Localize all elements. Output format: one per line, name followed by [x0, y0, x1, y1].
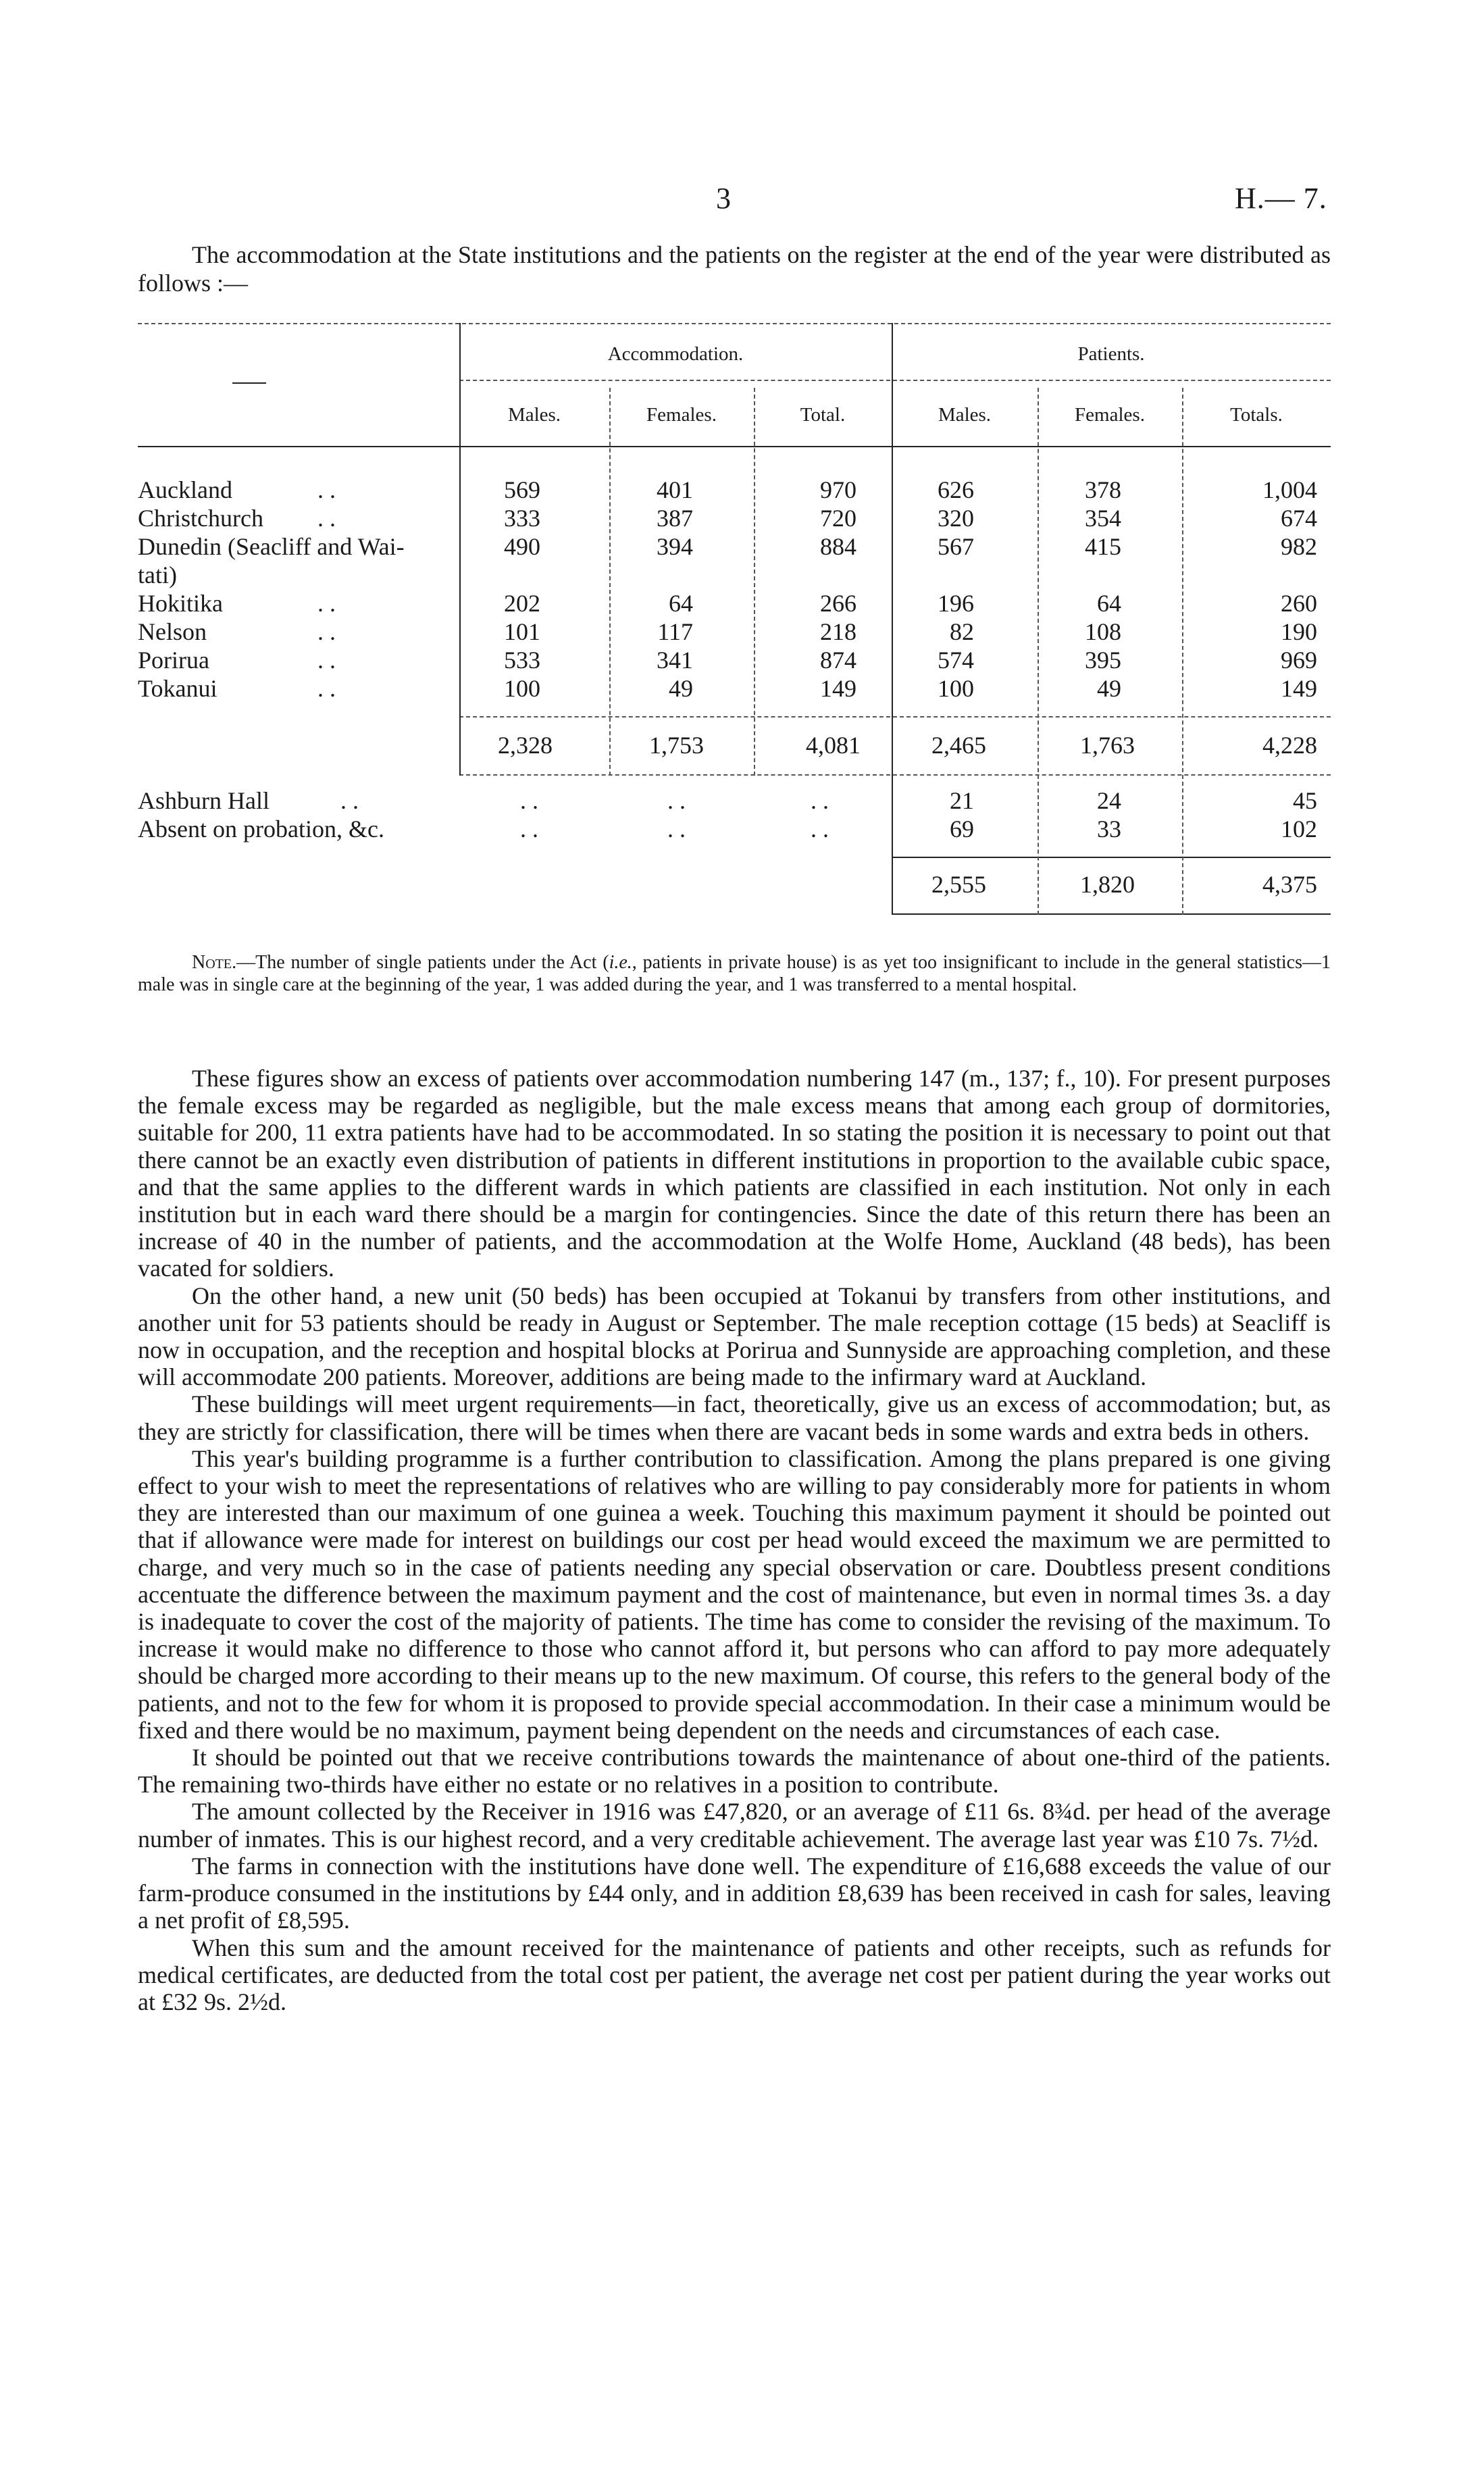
row-name-nelson: Nelson	[138, 618, 207, 645]
paragraph: These figures show an excess of patients over accommodation numbering 147 (m., 137; f., 10). For present purposes the female excess may be regarded as negligible, but the male excess means that among each group of dormitories, suitable for 200, 11 extra patients have had to be accommodated. In so stating the position it is necessary to point out that there cannot be an exactly even distribution of patients in different institutions in proportion to the available cubic space, and that the same applies to the different wards in which patients are classified in each institution. Not only in each institution but in each ward there should be a margin for contingencies. Since the date of this return there has been an increase of 40 in the number of patients, and the accommodation at the Wolfe Home, Auckland (48 beds), has been vacated for soldiers.	[138, 1065, 1331, 1282]
table-cell: 21	[950, 787, 974, 814]
table-cell: 387	[657, 505, 693, 532]
table-cell: 24	[1097, 787, 1121, 814]
col-divider-2	[754, 388, 755, 776]
table-cell: 394	[657, 533, 693, 560]
grand-total-cell: 4,375	[1262, 871, 1317, 898]
grand-total-top-rule	[892, 857, 1331, 858]
row-name-dunedin: Dunedin (Seacliff and Wai-	[138, 533, 405, 560]
table-cell: 149	[1281, 675, 1317, 702]
col-header-pat-females: Females.	[1075, 404, 1145, 426]
leader-dots: . .	[317, 505, 336, 532]
table-cell: 720	[820, 505, 856, 532]
note-text: —The number of single patients under the Act (	[236, 952, 609, 973]
empty-cell-dots: . .	[667, 787, 686, 814]
table-cell: 82	[950, 618, 974, 645]
table-cell: 100	[938, 675, 974, 702]
patients-group-header: Patients.	[1077, 343, 1145, 365]
table-cell: 101	[504, 618, 540, 645]
stub-dash	[232, 382, 266, 384]
accommodation-group-header: Accommodation.	[607, 343, 744, 365]
table-cell: 202	[504, 590, 540, 617]
table-cell: 341	[657, 647, 693, 674]
row-name-porirua: Porirua	[138, 647, 209, 674]
row-name-absent-on-probation: Absent on probation, &c.	[138, 815, 384, 842]
table-cell: 69	[950, 815, 974, 842]
empty-cell-dots: . .	[811, 787, 829, 814]
empty-cell-dots: . .	[520, 815, 538, 842]
leader-dots: . .	[317, 647, 336, 674]
leader-dots: . .	[340, 787, 359, 814]
col-divider-1	[609, 388, 611, 776]
col-header-acc-total: Total.	[800, 404, 846, 426]
table-cell: 969	[1281, 647, 1317, 674]
paragraph: These buildings will meet urgent requirements—in fact, theoretically, give us an excess of accommodation; but, as they are strictly for classification, there will be times when there are vacant beds in some wards and extra beds in others.	[138, 1390, 1331, 1445]
table-cell: 102	[1281, 815, 1317, 842]
paragraph: It should be pointed out that we receive contributions towards the maintenance of about one-third of the patients. The remaining two-thirds have either no estate or no relatives in a position to contribute.	[138, 1744, 1331, 1798]
accommodation-table	[138, 323, 1331, 931]
subtotal-cell: 2,328	[498, 732, 553, 759]
table-cell: 45	[1293, 787, 1317, 814]
table-cell: 378	[1085, 476, 1121, 503]
col-header-pat-males: Males.	[938, 404, 992, 426]
table-cell: 196	[938, 590, 974, 617]
table-cell: 574	[938, 647, 974, 674]
table-cell: 218	[820, 618, 856, 645]
table-cell: 626	[938, 476, 974, 503]
table-cell: 49	[669, 675, 693, 702]
intro-paragraph: The accommodation at the State institutions and the patients on the register at the end of the year were distributed as follows :—	[138, 241, 1331, 297]
table-cell: 108	[1085, 618, 1121, 645]
grand-total-cell: 2,555	[931, 871, 986, 898]
subtotal-top-rule	[459, 716, 1331, 718]
row-name-tokanui: Tokanui	[138, 675, 218, 702]
table-cell: 49	[1097, 675, 1121, 702]
table-cell: 320	[938, 505, 974, 532]
subtotal-cell: 4,081	[806, 732, 861, 759]
paragraph: When this sum and the amount received for the maintenance of patients and other receipts, such as refunds for medical certificates, are deducted from the total cost per patient, the average net cost per patient during the year works out at £32 9s. 2½d.	[138, 1934, 1331, 2015]
table-cell: 982	[1281, 533, 1317, 560]
table-cell: 569	[504, 476, 540, 503]
table-cell: 395	[1085, 647, 1121, 674]
empty-cell-dots: . .	[520, 787, 538, 814]
col-header-acc-males: Males.	[507, 404, 561, 426]
row-name-dunedin-cont: tati)	[138, 561, 177, 588]
table-cell: 674	[1281, 505, 1317, 532]
table-cell: 970	[820, 476, 856, 503]
table-cell: 1,004	[1262, 476, 1317, 503]
table-cell: 490	[504, 533, 540, 560]
note-label: Note.	[192, 952, 237, 973]
subtotal-bottom-rule	[459, 774, 1331, 776]
table-cell: 884	[820, 533, 856, 560]
paragraph: The farms in connection with the institutions have done well. The expenditure of £16,688 exceeds the value of our farm-produce consumed in the institutions by £44 only, and in addition £8,639 has been received in cash for sales, leaving a net profit of £8,595.	[138, 1852, 1331, 1934]
row-name-ashburn-hall: Ashburn Hall	[138, 787, 270, 814]
table-cell: 100	[504, 675, 540, 702]
col-header-acc-females: Females.	[646, 404, 717, 426]
row-name-auckland: Auckland	[138, 476, 232, 503]
table-cell: 874	[820, 647, 856, 674]
empty-cell-dots: . .	[811, 815, 829, 842]
subtotal-cell: 2,465	[931, 732, 986, 759]
subtotal-cell: 1,763	[1080, 732, 1135, 759]
row-name-hokitika: Hokitika	[138, 590, 223, 617]
table-cell: 190	[1281, 618, 1317, 645]
table-cell: 260	[1281, 590, 1317, 617]
table-cell: 415	[1085, 533, 1121, 560]
col-header-pat-totals: Totals.	[1230, 404, 1283, 426]
empty-cell-dots: . .	[667, 815, 686, 842]
table-cell: 64	[1097, 590, 1121, 617]
grand-total-bottom-rule	[892, 913, 1331, 915]
paragraph: On the other hand, a new unit (50 beds) has been occupied at Tokanui by transfers from other institutions, and another unit for 53 patients should be ready in August or September. The male reception cottage (15 beds) at Seacliff is now in occupation, and the reception and hospital blocks at Porirua and Sunnyside are approaching completion, and these will accommodate 200 patients. Moreover, additions are being made to the infirmary ward at Auckland.	[138, 1282, 1331, 1391]
leader-dots: . .	[317, 590, 336, 617]
table-cell: 533	[504, 647, 540, 674]
group-header-rule	[459, 380, 1331, 381]
leader-dots: . .	[317, 618, 336, 645]
table-cell: 333	[504, 505, 540, 532]
row-name-christchurch: Christchurch	[138, 505, 263, 532]
body-text	[138, 1065, 1331, 2015]
leader-dots: . .	[317, 476, 336, 503]
table-cell: 354	[1085, 505, 1121, 532]
table-cell: 149	[820, 675, 856, 702]
table-cell: 401	[657, 476, 693, 503]
table-cell: 64	[669, 590, 693, 617]
table-footnote	[138, 951, 1331, 996]
document-code: H.— 7.	[1235, 182, 1327, 215]
subtotal-cell: 4,228	[1262, 732, 1317, 759]
leader-dots: . .	[317, 675, 336, 702]
note-text-cont: , patients in private house) is as yet too insignificant to include in the general statistics—1 male was in single care at the beginning of the year, 1 was added during the year, and 1 was transferred to a mental hospital.	[138, 952, 1331, 995]
table-cell: 567	[938, 533, 974, 560]
header-bottom-rule	[138, 446, 1331, 447]
paragraph: The amount collected by the Receiver in 1916 was £47,820, or an average of £11 6s. 8¾d. per head of the average number of inmates. This is our highest record, and a very creditable achievement. The average last year was £10 7s. 7½d.	[138, 1798, 1331, 1853]
table-cell: 117	[657, 618, 693, 645]
paragraph: This year's building programme is a further contribution to classification. Among the plans prepared is one giving effect to your wish to meet the representations of relatives who are willing to pay considerably more for patients in whom they are interested than our maximum of one guinea a week. Touching this maximum payment it should be pointed out that if allowance were made for interest on buildings our cost per head would exceed the maximum we are permitted to charge, and very much so in the case of patients needing any special observation or care. Doubtless present conditions accentuate the difference between the maximum payment and the cost of maintenance, but even in normal times 3s. a day is inadequate to cover the cost of the majority of patients. The time has come to consider the revising of the maximum. To increase it would make no difference to those who cannot afford it, but persons who can afford to pay more adequately should be charged more according to their means up to the new maximum. Of course, this refers to the general body of the patients, and not to the few for whom it is proposed to provide special accommodation. In their case a minimum would be fixed and there would be no maximum, payment being dependent on the needs and circumstances of each case.	[138, 1444, 1331, 1744]
table-cell: 266	[820, 590, 856, 617]
page-number: 3	[716, 182, 731, 215]
grand-total-cell: 1,820	[1080, 871, 1135, 898]
table-cell: 33	[1097, 815, 1121, 842]
note-ie: i.e.	[609, 952, 632, 973]
subtotal-cell: 1,753	[649, 732, 704, 759]
table-top-rule	[138, 323, 1331, 324]
